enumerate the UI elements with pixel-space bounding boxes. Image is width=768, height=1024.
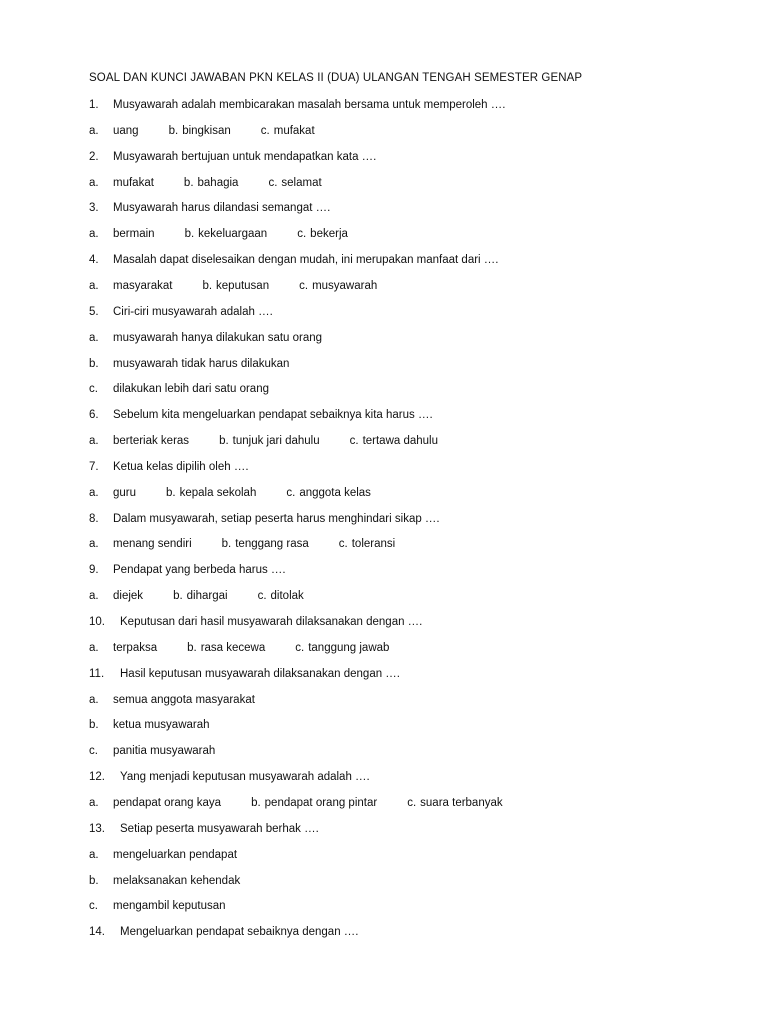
answer-options-row <box>89 640 389 656</box>
answer-options-row <box>89 433 438 449</box>
option-letter: b. <box>219 435 229 448</box>
question-row <box>89 149 376 165</box>
answer-option <box>407 795 502 811</box>
option-text: kepala sekolah <box>179 486 257 499</box>
option-letter: a. <box>89 176 99 189</box>
option-text: musyawarah hanya dilakukan satu orang <box>113 331 323 344</box>
question-row <box>89 407 433 423</box>
question-row <box>89 511 440 527</box>
option-text: panitia musyawarah <box>113 745 216 758</box>
question-text: Musyawarah adalah membicarakan masalah bersama untuk memperoleh …. <box>113 99 506 111</box>
answer-option <box>89 226 155 242</box>
answer-options-row <box>89 175 322 191</box>
option-letter: b. <box>168 124 179 137</box>
question-number: 4. <box>89 254 99 267</box>
answer-option-row <box>89 898 226 914</box>
option-letter: c. <box>257 590 267 603</box>
option-text: suara terbanyak <box>420 796 503 809</box>
answer-option <box>251 795 377 811</box>
option-letter: c. <box>295 641 305 654</box>
question-number: 8. <box>89 512 99 525</box>
answer-option <box>339 536 395 552</box>
option-text: masyarakat <box>113 279 173 292</box>
answer-options-row <box>89 123 315 139</box>
option-letter: a. <box>89 796 99 809</box>
answer-option <box>222 536 309 552</box>
question-text: Musyawarah bertujuan untuk mendapatkan kata …. <box>113 150 377 163</box>
option-text: diejek <box>113 590 144 603</box>
answer-option <box>89 123 139 139</box>
answer-option <box>89 536 192 552</box>
answer-option <box>350 433 438 449</box>
option-text: pendapat orang kaya <box>113 796 222 809</box>
answer-option <box>297 226 348 242</box>
option-letter: c. <box>286 486 296 499</box>
option-text: mengeluarkan pendapat <box>113 848 238 861</box>
option-text: bermain <box>113 228 155 241</box>
option-text: tenggang rasa <box>235 538 309 551</box>
answer-option <box>89 278 172 294</box>
answer-options-row <box>89 588 304 604</box>
answer-option <box>219 433 320 449</box>
question-row <box>89 97 505 113</box>
answer-option-row <box>89 743 215 759</box>
option-text: mufakat <box>113 176 154 189</box>
option-text: musyawarah <box>312 279 378 292</box>
option-text: guru <box>113 486 137 499</box>
option-text: uang <box>113 124 139 137</box>
option-text: berteriak keras <box>113 435 190 448</box>
answer-option <box>286 485 371 501</box>
question-row <box>89 666 400 682</box>
option-text: anggota kelas <box>299 486 371 499</box>
question-number: 12. <box>89 771 105 784</box>
option-text: toleransi <box>351 538 396 551</box>
answer-option <box>268 175 321 191</box>
option-letter: a. <box>89 228 99 241</box>
answer-option-row <box>89 381 269 397</box>
option-letter: a. <box>89 279 99 292</box>
option-letter: c. <box>299 279 309 292</box>
option-letter: c. <box>297 228 307 241</box>
question-text: Keputusan dari hasil musyawarah dilaksanakan dengan …. <box>120 616 423 628</box>
option-text: rasa kecewa <box>200 641 266 654</box>
question-text: Musyawarah harus dilandasi semangat …. <box>113 202 331 215</box>
answer-option-row <box>89 847 237 863</box>
option-letter: b. <box>251 796 261 809</box>
option-letter: b. <box>221 538 232 551</box>
answer-option <box>169 123 231 139</box>
option-letter: b. <box>173 590 183 603</box>
question-number: 1. <box>89 99 99 111</box>
question-row <box>89 562 286 578</box>
option-letter: b. <box>166 486 176 499</box>
option-letter: c. <box>407 796 417 809</box>
question-text: Ketua kelas dipilih oleh …. <box>113 460 249 473</box>
question-text: Pendapat yang berbeda harus …. <box>113 564 286 577</box>
answer-option <box>89 433 189 449</box>
question-row <box>89 924 358 940</box>
option-text: ketua musyawarah <box>113 719 210 732</box>
option-letter: c. <box>338 538 348 551</box>
option-letter: b. <box>184 228 195 241</box>
option-text: ditolak <box>270 590 304 603</box>
answer-option-row <box>89 873 240 889</box>
option-letter: a. <box>89 435 99 448</box>
answer-option <box>295 640 389 656</box>
answer-option-row <box>89 330 322 346</box>
option-text: mengambil keputusan <box>113 900 226 913</box>
option-letter: a. <box>89 124 99 137</box>
question-row <box>89 769 370 785</box>
question-text: Sebelum kita mengeluarkan pendapat sebaiknya kita harus …. <box>113 409 433 422</box>
option-text: dilakukan lebih dari satu orang <box>113 383 269 396</box>
answer-option <box>202 278 269 294</box>
question-row <box>89 614 422 630</box>
option-text: bahagia <box>197 176 239 189</box>
question-row <box>89 200 330 216</box>
answer-option <box>261 123 315 139</box>
option-text: semua anggota masyarakat <box>113 693 255 706</box>
option-letter: a. <box>89 693 99 706</box>
question-number: 6. <box>89 409 99 422</box>
option-text: melaksanakan kehendak <box>113 874 241 887</box>
option-letter: a. <box>89 641 99 654</box>
option-letter: c. <box>349 435 359 448</box>
question-row <box>89 252 499 268</box>
option-text: selamat <box>281 176 322 189</box>
question-number: 10. <box>89 616 105 628</box>
option-text: terpaksa <box>113 641 158 654</box>
option-letter: c. <box>89 900 98 913</box>
answer-option <box>89 175 154 191</box>
answer-option <box>89 588 143 604</box>
answer-option <box>89 640 157 656</box>
question-number: 3. <box>89 202 99 215</box>
answer-options-row <box>89 485 371 501</box>
question-text: Mengeluarkan pendapat sebaiknya dengan …. <box>120 926 359 939</box>
question-number: 5. <box>89 305 99 318</box>
answer-option <box>184 175 239 191</box>
answer-option <box>299 278 377 294</box>
question-text: Setiap peserta musyawarah berhak …. <box>120 822 319 835</box>
option-letter: a. <box>89 486 99 499</box>
answer-option <box>173 588 228 604</box>
option-letter: b. <box>89 719 99 732</box>
question-number: 13. <box>89 822 105 835</box>
question-text: Yang menjadi keputusan musyawarah adalah …. <box>120 771 370 784</box>
question-row <box>89 821 319 837</box>
answer-option <box>166 485 256 501</box>
option-letter: b. <box>183 176 194 189</box>
answer-options-row <box>89 536 395 552</box>
option-letter: a. <box>89 331 99 344</box>
option-text: kekeluargaan <box>198 228 268 241</box>
question-number: 11. <box>89 667 105 680</box>
option-text: menang sendiri <box>113 538 192 551</box>
question-number: 7. <box>89 460 99 473</box>
answer-option-row <box>89 356 289 372</box>
question-number: 9. <box>89 564 99 577</box>
answer-option <box>187 640 265 656</box>
question-number: 14. <box>89 926 105 939</box>
answer-option <box>258 588 304 604</box>
option-letter: c. <box>260 124 270 137</box>
answer-option <box>185 226 268 242</box>
question-text: Dalam musyawarah, setiap peserta harus menghindari sikap …. <box>113 512 440 525</box>
option-letter: b. <box>89 357 99 370</box>
option-text: tertawa dahulu <box>362 435 439 448</box>
option-text: dihargai <box>186 590 228 603</box>
question-text: Hasil keputusan musyawarah dilaksanakan dengan …. <box>120 667 400 680</box>
option-text: pendapat orang pintar <box>264 796 378 809</box>
question-row <box>89 304 273 320</box>
option-text: musyawarah tidak harus dilakukan <box>113 357 290 370</box>
option-letter: a. <box>89 848 99 861</box>
option-letter: c. <box>268 176 278 189</box>
option-letter: b. <box>187 641 197 654</box>
option-letter: b. <box>89 874 99 887</box>
option-text: mufakat <box>273 124 315 137</box>
answer-option-row <box>89 692 255 708</box>
answer-option-row <box>89 717 210 733</box>
option-text: tunjuk jari dahulu <box>232 435 320 448</box>
option-letter: a. <box>89 538 99 551</box>
option-letter: c. <box>89 383 98 396</box>
question-text: Ciri-ciri musyawarah adalah …. <box>113 305 273 318</box>
option-text: bingkisan <box>182 124 231 137</box>
option-letter: c. <box>89 745 98 758</box>
question-row <box>89 459 249 475</box>
answer-options-row <box>89 278 377 294</box>
answer-options-row <box>89 795 503 811</box>
answer-options-row <box>89 226 348 242</box>
question-number: 2. <box>89 150 99 163</box>
document-title: SOAL DAN KUNCI JAWABAN PKN KELAS II (DUA) ULANGAN TENGAH SEMESTER GENAP <box>89 72 583 84</box>
option-text: bekerja <box>310 228 348 241</box>
option-letter: a. <box>89 590 99 603</box>
option-text: tanggung jawab <box>308 641 390 654</box>
option-text: keputusan <box>216 279 270 292</box>
option-letter: b. <box>202 279 213 292</box>
answer-option <box>89 795 221 811</box>
answer-option <box>89 485 136 501</box>
question-text: Masalah dapat diselesaikan dengan mudah, ini merupakan manfaat dari …. <box>113 254 499 267</box>
